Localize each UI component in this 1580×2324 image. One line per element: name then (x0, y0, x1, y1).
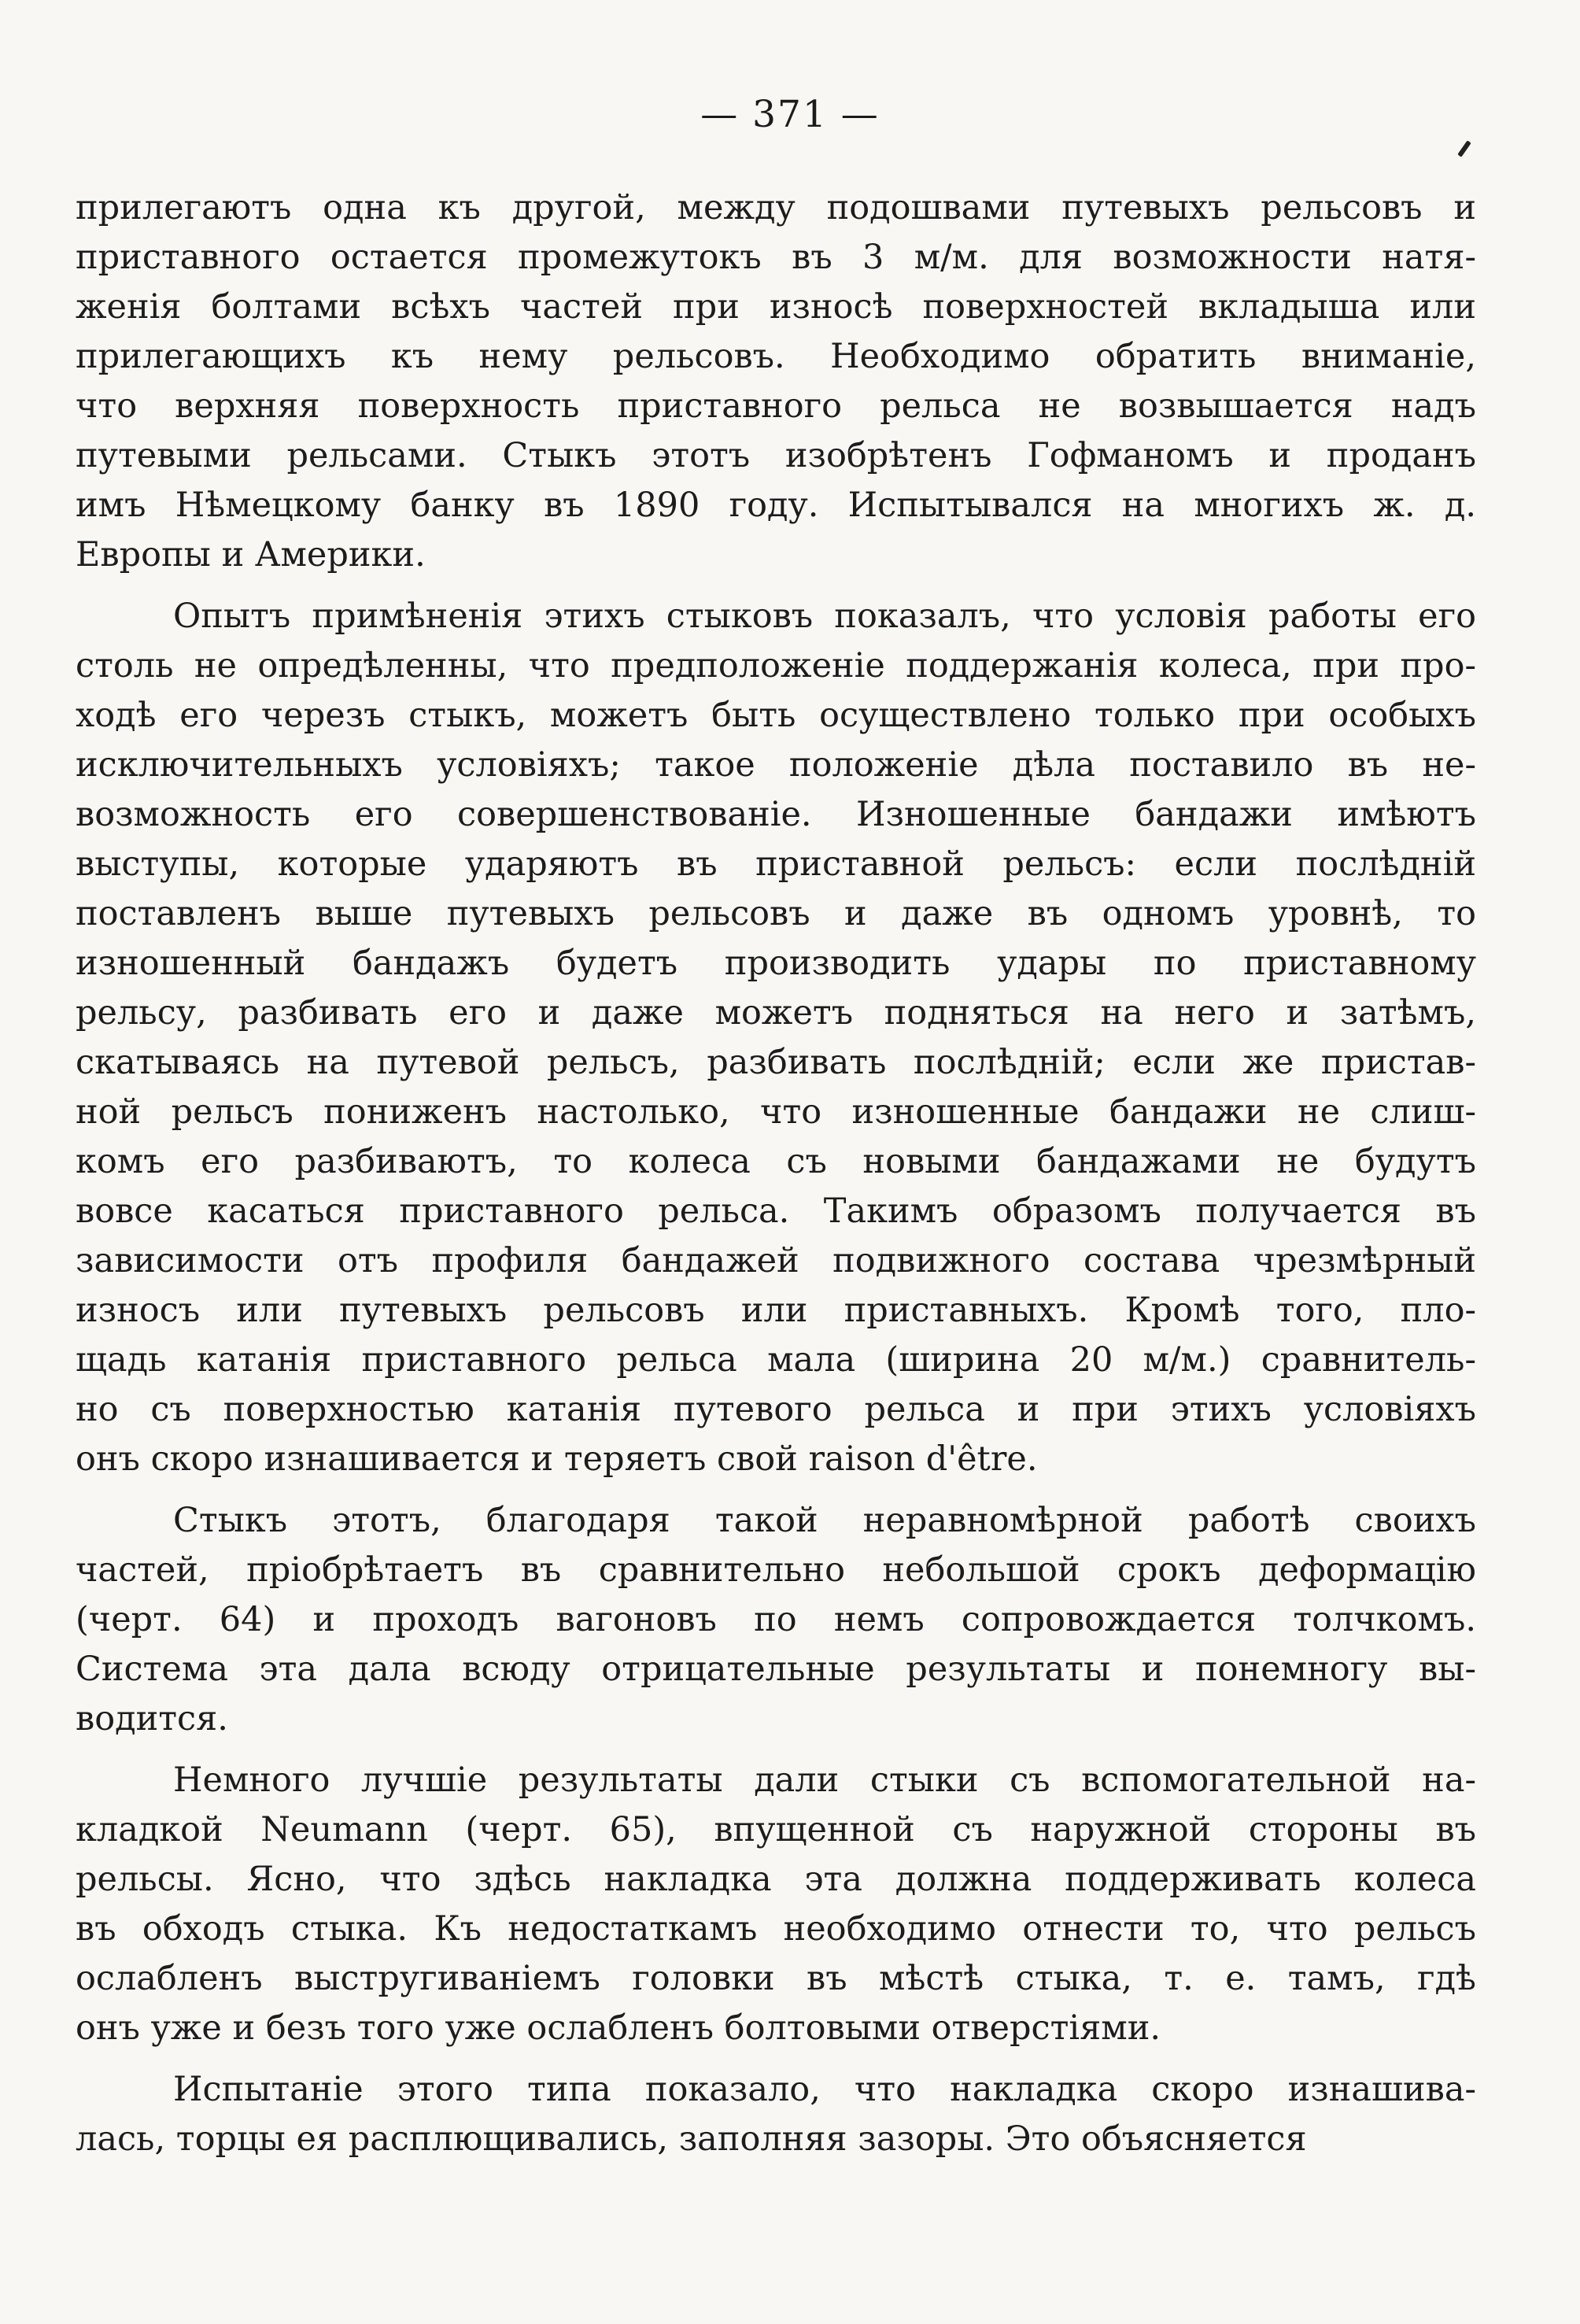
text-line: исключительныхъ условіяхъ; такое положеніе дѣла поставило въ не- (76, 745, 1476, 785)
text-line: ной рельсъ пониженъ настолько, что изношенные бандажи не слиш- (76, 1092, 1476, 1132)
text-line: Немного лучшіе результаты дали стыки съ вспомогательной на- (173, 1761, 1476, 1800)
text-line: рельсы. Ясно, что здѣсь накладка эта должна поддерживать колеса (76, 1860, 1476, 1899)
paragraph (76, 592, 1476, 1484)
text-line: частей, пріобрѣтаетъ въ сравнительно небольшой срокъ деформацію (76, 1550, 1476, 1590)
paragraph (76, 1496, 1476, 1744)
text-line: щадь катанія приставного рельса мала (ширина 20 м/м.) сравнитель- (76, 1340, 1476, 1380)
text-line: женія болтами всѣхъ частей при износѣ поверхностей вкладыша или (76, 287, 1476, 327)
text-line: ходѣ его черезъ стыкъ, можетъ быть осуществлено только при особыхъ (76, 696, 1476, 735)
text-line: что верхняя поверхность приставного рельса не возвышается надъ (76, 386, 1476, 426)
text-line: комъ его разбиваютъ, то колеса съ новыми бандажами не будутъ (76, 1142, 1476, 1181)
text-line: поставленъ выше путевыхъ рельсовъ и даже въ одномъ уровнѣ, то (76, 894, 1476, 933)
page-number: — 371 — (700, 93, 880, 136)
text-line: онъ уже и безъ того уже ослабленъ болтовыми отверстіями. (76, 2008, 1161, 2048)
text-line: прилегаютъ одна къ другой, между подошвами путевыхъ рельсовъ и (76, 188, 1476, 227)
text-line: Испытаніе этого типа показало, что накладка скоро изнашива- (173, 2070, 1476, 2109)
text-line: имъ Нѣмецкому банку въ 1890 году. Испытывался на многихъ ж. д. (76, 486, 1476, 525)
text-line: путевыми рельсами. Стыкъ этотъ изобрѣтенъ Гофманомъ и проданъ (76, 436, 1476, 475)
text-line: прилегающихъ къ нему рельсовъ. Необходимо обратить вниманіе, (76, 337, 1476, 376)
text-line: зависимости отъ профиля бандажей подвижного состава чрезмѣрный (76, 1241, 1476, 1280)
text-line: лась, торцы ея расплющивались, заполняя зазоры. Это объясняется (76, 2119, 1307, 2159)
text-line: водится. (76, 1699, 228, 1738)
paragraph (76, 183, 1476, 580)
text-line: приставного остается промежутокъ въ 3 м/м. для возможности натя- (76, 238, 1476, 277)
text-line: но съ поверхностью катанія путевого рельса и при этихъ условіяхъ (76, 1390, 1476, 1429)
text-line: ослабленъ выстругиваніемъ головки въ мѣстѣ стыка, т. е. тамъ, гдѣ (76, 1959, 1476, 1998)
pencil-mark (1457, 140, 1471, 157)
text-line: столь не опредѣленны, что предположеніе поддержанія колеса, при про- (76, 646, 1476, 685)
text-line: онъ скоро изнашивается и теряетъ свой raison d'être. (76, 1439, 1038, 1479)
text-line: Стыкъ этотъ, благодаря такой неравномѣрной работѣ своихъ (173, 1501, 1476, 1540)
text-line: возможность его совершенствованіе. Изношенные бандажи имѣютъ (76, 795, 1476, 834)
text-line: Европы и Америки. (76, 535, 426, 575)
text-line: кладкой Neumann (черт. 65), впущенной съ наружной стороны въ (76, 1810, 1476, 1849)
text-line: скатываясь на путевой рельсъ, разбивать послѣдній; если же пристав- (76, 1043, 1476, 1082)
text-line: (черт. 64) и проходъ вагоновъ по немъ сопровождается толчкомъ. (76, 1600, 1476, 1639)
paragraph (76, 1756, 1476, 2053)
text-line: изношенный бандажъ будетъ производить удары по приставному (76, 944, 1476, 983)
text-line: вовсе касаться приставного рельса. Такимъ образомъ получается въ (76, 1192, 1476, 1231)
body-text (76, 183, 1476, 2176)
text-line: въ обходъ стыка. Къ недостаткамъ необходимо отнести то, что рельсъ (76, 1909, 1476, 1949)
text-line: рельсу, разбивать его и даже можетъ подняться на него и затѣмъ, (76, 993, 1476, 1033)
paragraph (76, 2065, 1476, 2164)
text-line: Система эта дала всюду отрицательные результаты и понемногу вы- (76, 1650, 1476, 1689)
text-line: выступы, которые ударяютъ въ приставной рельсъ: если послѣдній (76, 844, 1476, 884)
text-line: Опытъ примѣненія этихъ стыковъ показалъ, что условія работы его (173, 597, 1476, 636)
text-line: износъ или путевыхъ рельсовъ или приставныхъ. Кромѣ того, пло- (76, 1291, 1476, 1330)
